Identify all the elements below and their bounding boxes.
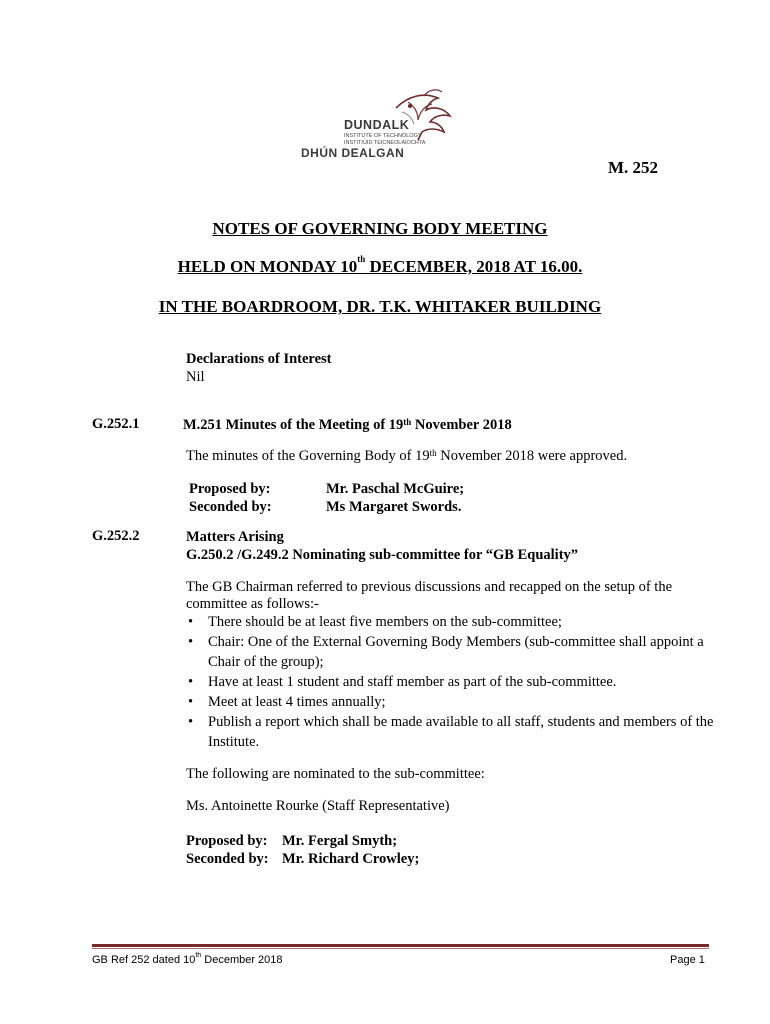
footer-reference: GB Ref 252 dated 10th December 2018	[92, 952, 283, 966]
page-title: NOTES OF GOVERNING BODY MEETING	[212, 219, 548, 238]
list-item: • There should be at least five members on the sub-committee;	[186, 612, 716, 632]
item-intro: committee as follows:-	[186, 596, 319, 612]
logo-subtitle-irish: INSTITIÚID TEICNEOLAÍOCHTA	[344, 140, 426, 146]
proposed-label: Proposed by:	[189, 481, 271, 497]
item-subheading: G.250.2 /G.249.2 Nominating sub-committee for “GB Equality”	[186, 547, 579, 563]
declarations-value: Nil	[186, 369, 205, 385]
item-code: G.252.1	[92, 416, 140, 432]
proposed-label: Proposed by:	[186, 833, 268, 849]
logo-subtitle: INSTITUTE OF TECHNOLOGY	[344, 133, 422, 139]
proposed-value: Mr. Fergal Smyth;	[282, 833, 398, 849]
committee-setup-list	[186, 612, 716, 752]
meeting-location-heading: IN THE BOARDROOM, DR. T.K. WHITAKER BUILDING	[158, 297, 602, 316]
nominee: Ms. Antoinette Rourke (Staff Representative)	[186, 798, 450, 814]
declarations-heading: Declarations of Interest	[186, 351, 332, 367]
seconded-value: Mr. Richard Crowley;	[282, 851, 420, 867]
list-item: • Meet at least 4 times annually;	[186, 692, 716, 712]
item-intro: The GB Chairman referred to previous discussions and recapped on the setup of the	[186, 579, 673, 595]
list-item: • Have at least 1 student and staff member as part of the sub-committee.	[186, 672, 716, 692]
nominated-text: The following are nominated to the sub-committee:	[186, 766, 485, 782]
footer-divider	[92, 948, 709, 949]
meeting-date-heading: HELD ON MONDAY 10th DECEMBER, 2018 AT 16.00.	[177, 254, 583, 276]
page-number: Page 1	[670, 954, 705, 966]
footer-divider	[92, 944, 709, 947]
list-item: • Publish a report which shall be made available to all staff, students and members of the Institute.	[186, 712, 716, 752]
institute-logo	[300, 88, 465, 160]
item-heading: M.251 Minutes of the Meeting of 19th November 2018	[183, 417, 512, 433]
list-item: • Chair: One of the External Governing Body Members (sub-committee shall appoint a Chair of the group);	[186, 632, 716, 672]
seconded-label: Seconded by:	[186, 851, 269, 867]
item-code: G.252.2	[92, 528, 140, 544]
document-reference: M. 252	[608, 158, 659, 177]
item-text: The minutes of the Governing Body of 19th November 2018 were approved.	[186, 448, 628, 464]
seconded-label: Seconded by:	[189, 499, 272, 515]
logo-name: DUNDALK	[344, 118, 410, 132]
seconded-value: Ms Margaret Swords.	[326, 499, 462, 515]
logo-irish-name: DHÚN DEALGAN	[301, 146, 405, 160]
item-heading: Matters Arising	[186, 529, 284, 545]
proposed-value: Mr. Paschal McGuire;	[326, 481, 465, 497]
